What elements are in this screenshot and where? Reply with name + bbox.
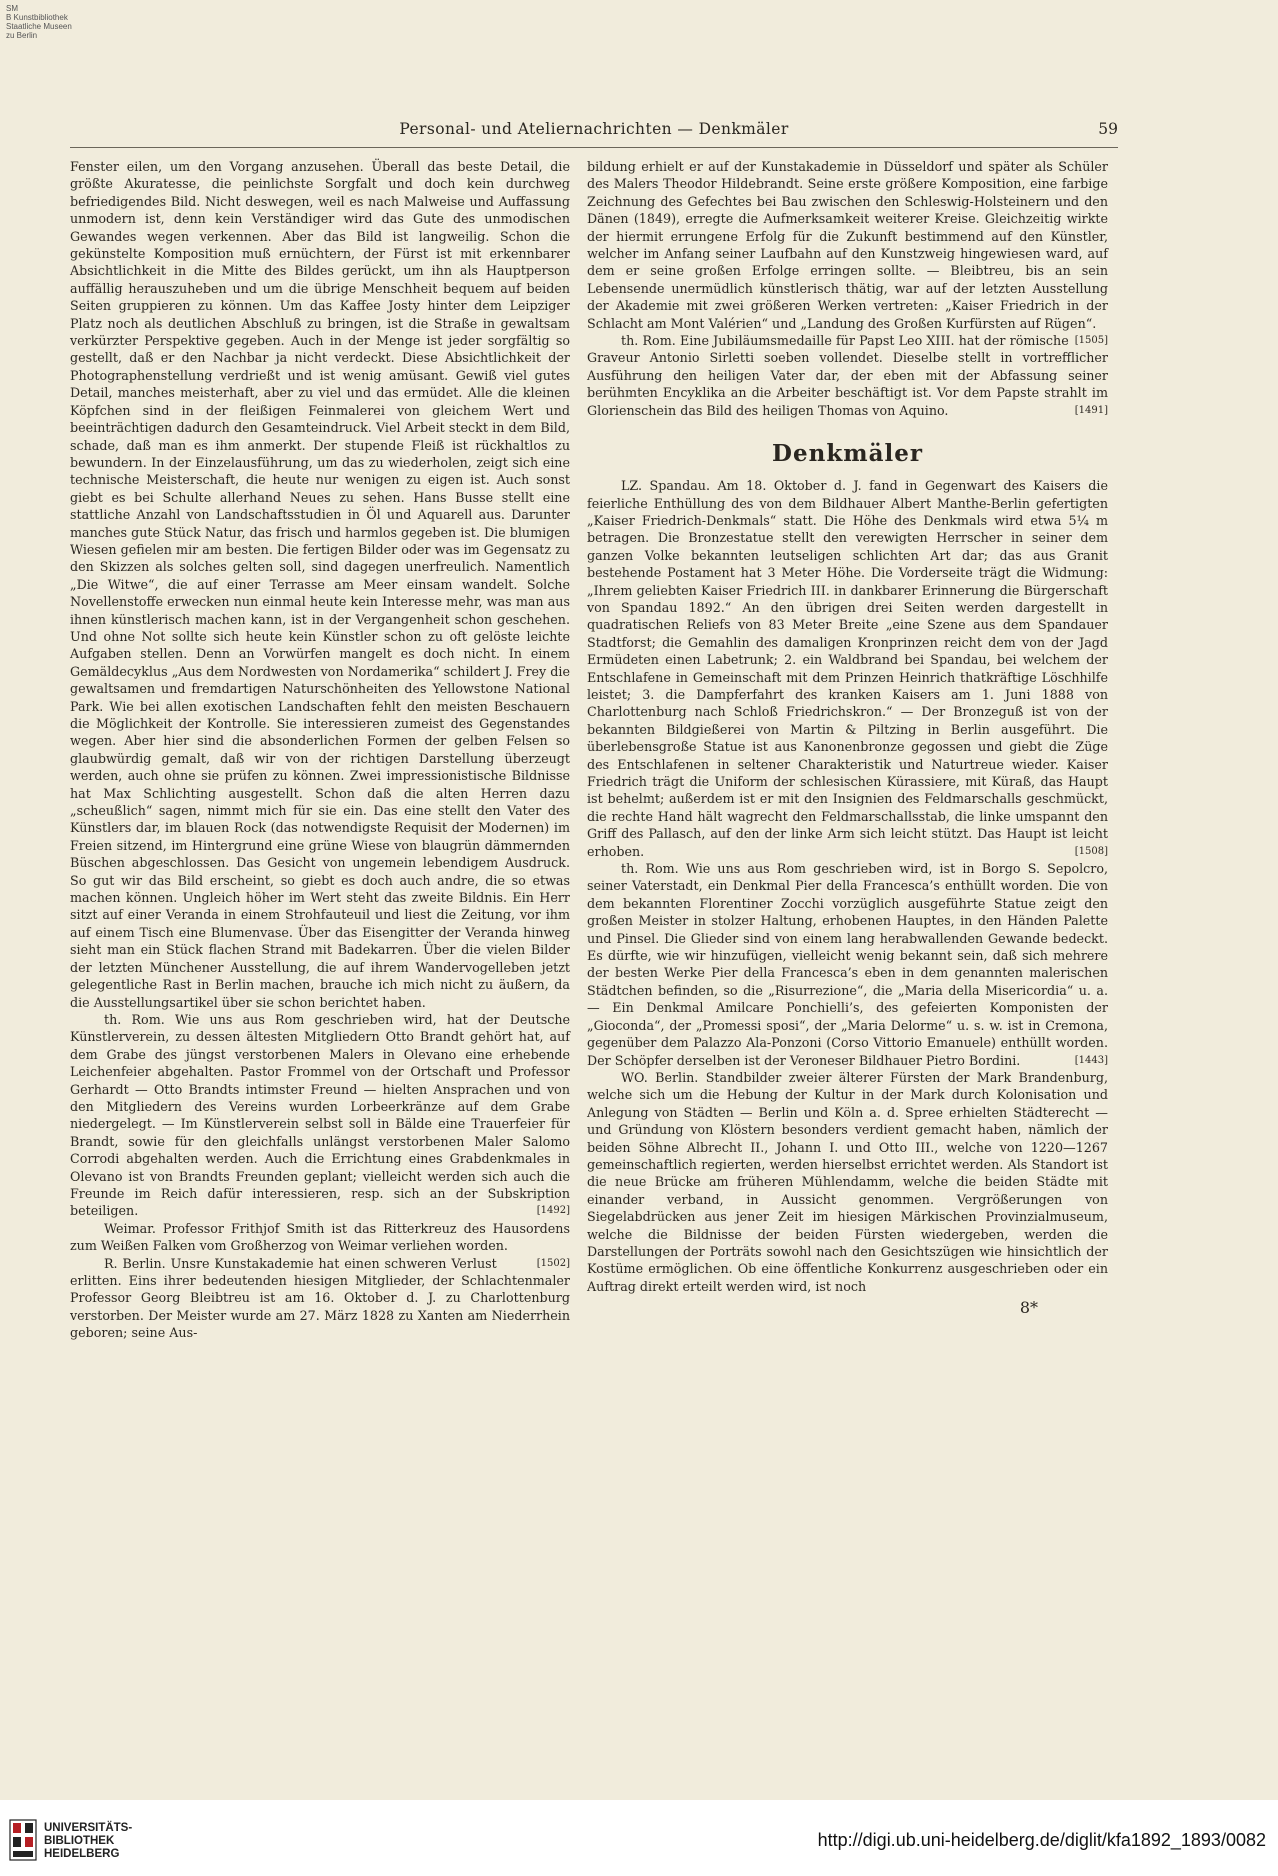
- right-paragraph-2: th. Rom. Eine Jubiläumsmedaille für Papst Leo XIII. hat der römische Graveur Antonio Sirletti soeben vollendet. Dieselbe stellt in vortrefflicher Ausführung den heiligen Vater dar, der eben mit der Abfassung seiner berühmten Encyklika an die Arbeiter beschäftigt ist. Vor dem Papste strahlt im Glorienschein das Bild des heiligen Thomas von Aquino. [1491]: [587, 333, 1108, 418]
- footer-bar: [0, 1800, 1278, 1876]
- reference-number: [1443]: [1074, 1054, 1108, 1066]
- right-paragraph-3: LZ. Spandau. Am 18. Oktober d. J. fand in Gegenwart des Kaisers die feierliche Enthüllung des von dem Bildhauer Albert Manthe-Berlin gefertigten „Kaiser Friedrich-Denkmals“ statt. Die Höhe des Denkmals wird etwa 5¼ m betragen. Die Bronzestatue stellt den verewigten Herrscher in seiner dem ganzen Volke bekannten leutseligen schlichten Art dar; das aus Granit bestehende Postament hat 3 Meter Höhe. Die Vorderseite trägt die Widmung: „Ihrem geliebten Kaiser Friedrich III. in dankbarer Erinnerung die Bürgerschaft von Spandau 1892.“ An den übrigen drei Seiten werden dargestellt in quadratischen Reliefs von 83 Meter Breite „eine Szene aus dem Spandauer Stadtforst; die Gemahlin des damaligen Kronprinzen reicht dem von der Jagd Ermüdeten einen Labetrunk; 2. ein Waldbrand bei Spandau, bei welchem der Entschlafene in Gemeinschaft mit dem Prinzen Heinrich thatkräftige Löschhilfe leistet; 3. die Dampferfahrt des kranken Kaisers am 1. Juni 1888 von Charlottenburg nach Schloß Friedrichskron.“ — Der Bronzeguß ist von der bekannten Bildgießerei von Martin & Piltzing in Berlin ausgeführt. Die überlebensgroße Statue ist aus Kanonenbronze gegossen und giebt die Züge des Entschlafenen in seltener Charakteristik und Naturtreue wieder. Kaiser Friedrich trägt die Uniform der schlesischen Kürassiere, mit Küraß, das Haupt ist behelmt; außerdem ist er mit den Insignien des Feldmarschalls geschmückt, die rechte Hand hält wagrecht den Feldmarschallsstab, die linke umspannt den Griff des Pallasch, auf den der linke Arm sich leicht stützt. Das Haupt ist leicht erhoben. [1508]: [587, 478, 1108, 859]
- right-column: [587, 158, 1108, 1317]
- reference-number: [1508]: [1074, 845, 1108, 857]
- left-paragraph-2: th. Rom. Wie uns aus Rom geschrieben wird, hat der Deutsche Künstlerverein, zu dessen ältesten Mitgliedern Otto Brandt gehört hat, auf dem Grabe des jüngst verstorbenen Malers in Olevano eine erhebende Leichenfeier abgehalten. Pastor Frommel von der Ortschaft und Professor Gerhardt — Otto Brandts intimster Freund — hielten Ansprachen und von den Mitgliedern des Vereins wurden Lorbeerkränze auf dem Grabe niedergelegt. — Im Künstlerverein selbst soll in Bälde eine Trauerfeier für Brandt, sowie für den gleichfalls unlängst verstorbenen Maler Salomo Corrodi abgehalten werden. Auch die Errichtung eines Grabdenkmales in Olevano ist von Brandts Freunden geplant; vielleicht werden sich auch die Freunde im Reich dafür interessieren, resp. sich an der Subskription beteiligen. [1492]: [70, 1011, 570, 1219]
- reference-number: [1502]: [536, 1257, 570, 1269]
- university-logo-icon: [8, 1818, 38, 1862]
- reference-number: [1491]: [1074, 404, 1108, 416]
- library-stamp: SM B Kunstbibliothek Staatliche Museen zu Berlin: [6, 4, 72, 40]
- signature-mark: 8*: [1019, 1298, 1038, 1318]
- right-paragraph-1: bildung erhielt er auf der Kunstakademie in Düsseldorf und später als Schüler des Malers Theodor Hildebrandt. Seine erste größere Komposition, eine farbige Zeichnung des Gefechtes bei Bau zwischen den Schleswig-Holsteinern und den Dänen (1849), erregte die Aufmerksamkeit weiterer Kreise. Gleichzeitig wirkte der hiermit errungene Erfolg für die Zukunft bestimmend auf den Künstler, welcher im Anfang seiner Laufbahn auf den Kunstzweig hingewiesen ward, auf dem er seine großen Erfolge erringen sollte. — Bleibtreu, bis an sein Lebensende unermüdlich künstlerisch thätig, war auf der letzten Ausstellung der Akademie mit zwei größeren Werken vertreten: „Kaiser Friedrich in der Schlacht am Mont Valérien“ und „Landung des Großen Kurfürsten auf Rügen“. [1505]: [587, 158, 1108, 332]
- reference-number: [1505]: [1074, 335, 1108, 347]
- right-paragraph-5: WO. Berlin. Standbilder zweier älterer Fürsten der Mark Brandenburg, welche sich um die Hebung der Kultur in der Mark durch Kolonisation und Anlegung von Städten — Berlin und Köln a. d. Spree erhielten Städterecht — und Gründung von Klöstern besonders verdient gemacht haben, nämlich der beiden Söhne Albrecht II., Johann I. und Otto III., welche von 1220—1267 gemeinschaftlich regierten, werden hierselbst errichtet werden. Als Standort ist die neue Brücke am früheren Mühlendamm, welche die beiden Städte mit einander verband, in Aussicht genommen. Vergrößerungen von Siegelabdrücken aus jener Zeit im hiesigen Märkischen Provinzialmuseum, welche die Bildnisse der beiden Fürsten wiedergeben, werden die Darstellungen der Porträts sowohl nach den Gesichtszügen wie hinsichtlich der Kostüme ermöglichen. Ob eine öffentliche Konkurrenz ausgeschrieben oder ein Auftrag direkt erteilt werden wird, ist noch: [587, 1069, 1108, 1294]
- left-paragraph-4: R. Berlin. Unsre Kunstakademie hat einen schweren Verlust erlitten. Eins ihrer bedeutenden hiesigen Mitglieder, der Schlachtenmaler Professor Georg Bleibtreu ist am 16. Oktober d. J. zu Charlottenburg verstorben. Der Meister wurde am 27. März 1828 zu Xanten am Niederrhein geboren; seine Aus-: [70, 1255, 570, 1341]
- left-paragraph-3: Weimar. Professor Frithjof Smith ist das Ritterkreuz des Hausordens zum Weißen Falken vom Großherzog von Weimar verliehen worden. [1502]: [70, 1220, 570, 1255]
- header-rule: [70, 147, 1118, 148]
- library-name: UNIVERSITÄTS- BIBLIOTHEK HEIDELBERG: [44, 1822, 133, 1860]
- reference-number: [1492]: [536, 1205, 570, 1217]
- section-heading-denkmaeler: Denkmäler: [772, 440, 923, 468]
- left-paragraph-1: Fenster eilen, um den Vorgang anzusehen. Überall das beste Detail, die größte Akuratesse, die peinlichste Sorgfalt und doch kein durchweg befriedigendes Bild. Nicht deswegen, weil es nach Malweise und Auffassung unmodern ist, denn kein Verständiger wird das Gute des unmodischen Gewandes wegen verkennen. Aber das Bild ist langweilig. Schon die gekünstelte Komposition muß ernüchtern, der Fürst ist mit erkennbarer Absichtlichkeit in die Mitte des Bildes gerückt, um ihn als Hauptperson auffällig herauszuheben und um die übrige Menschheit bequem auf beiden Seiten gruppieren zu können. Um das Kaffee Josty hinter dem Leipziger Platz noch als deutlichen Abschluß zu bringen, ist die Straße in gewaltsam verkürzter Perspektive gegeben. Auch in der Menge ist jeder sorgfältig so gestellt, daß er den Nachbar ja nicht verdeckt. Diese Absichtlichkeit der Photographenstellung verdrießt und ist wenig amüsant. Gewiß viel gutes Detail, manches meisterhaft, aber zu viel und das ermüdet. Alle die kleinen Köpfchen sind in der fleißigen Feinmalerei von gleichem Wert und beeinträchtigen dadurch den Gesamteindruck. Viel Arbeit steckt in dem Bild, schade, daß man es ihm anmerkt. Der stupende Fleiß ist rückhaltlos zu bewundern. In der Einzelausführung, um das zu wiederholen, zeigt sich eine technische Meisterschaft, die heute nur wenigen zu eigen ist. Auch sonst giebt es bei Schulte allerhand Neues zu sehen. Hans Busse stellt eine stattliche Anzahl von Landschaftsstudien in Öl und Aquarell aus. Darunter manches gute Stück Natur, das frisch und harmlos gegeben ist. Die blumigen Wiesen gefielen mir am besten. Die fertigen Bilder oder was im Gegensatz zu den Skizzen als solches gelten soll, sind dagegen unerfreulich. Namentlich „Die Witwe“, die auf einer Terrasse am Meer einsam wandelt. Solche Novellenstoffe erwecken nun einmal heute kein Interesse mehr, was man aus ihnen künstlerisch machen kann, ist in der Vergangenheit schon geschehen. Und ohne Not sollte sich heute kein Künstler schon zu oft gelöste leichte Aufgaben stellen. Denn an Vorwürfen mangelt es doch nicht. In einem Gemäldecyklus „Aus dem Nordwesten von Nordamerika“ schildert J. Frey die gewaltsamen und fremdartigen Naturschönheiten des Yellowstone National Park. Wie bei allen exotischen Landschaften fehlt den meisten Beschauern die Möglichkeit der Kontrolle. Sie interessieren zumeist des Gegenstandes wegen. Aber hier sind die absonderlichen Formen der gelben Felsen so glaubwürdig gemalt, daß wir von der richtigen Darstellung überzeugt werden, auch ohne sie prüfen zu können. Zwei impressionistische Bildnisse hat Max Schlichting ausgestellt. Schon daß die alten Herren dazu „scheußlich“ sagen, nimmt mich für sie ein. Das eine stellt den Vater des Künstlers dar, im blauen Rock (das notwendigste Requisit der Modernen) im Freien sitzend, im Hintergrund eine grüne Wiese von blaugrün dämmernden Büschen abgeschlossen. Das Gesicht von ungemein lebendigem Ausdruck. So gut wir das Bild erscheint, so giebt es doch auch andre, die so etwas machen können. Ungleich höher im Wert steht das zweite Bildnis. Ein Herr sitzt auf einer Veranda in einem Strohfauteuil und liest die Zeitung, vor ihm auf einem Tisch eine Blumenvase. Über das Eisengitter der Veranda hinweg sieht man ein Stück flachen Strand mit Badekarren. Über die vielen Bilder der letzten Münchener Ausstellung, die auf ihrem Wandervogelleben jetzt gelegentliche Rast in Berlin machen, brauche ich mich nicht zu äußern, da die Ausstellungsartikel über sie schon berichtet haben.: [70, 159, 570, 1010]
- running-head: [70, 120, 1118, 142]
- right-paragraph-4: th. Rom. Wie uns aus Rom geschrieben wird, ist in Borgo S. Sepolcro, seiner Vaterstadt, ein Denkmal Pier della Francesca’s enthüllt worden. Die von dem bekannten Florentiner Zocchi vorzüglich ausgeführte Statue zeigt den großen Meister in stolzer Haltung, erhobenen Hauptes, in den Händen Palette und Pinsel. Die Glieder sind von einem lang herabwallenden Gewande bedeckt. Es dürfte, wie wir hinzufügen, vielleicht wenig bekannt sein, daß sich mehrere der besten Werke Pier della Francesca’s eben in dem genannten malerischen Städtchen befinden, so die „Risurrezione“, die „Maria della Misericordia“ u. a. — Ein Denkmal Amilcare Ponchielli’s, des gefeierten Komponisten der „Gioconda“, der „Promessi sposi“, der „Maria Delorme“ u. s. w. ist in Cremona, gegenüber dem Palazzo Ala-Ponzoni (Corso Vittorio Emanuele) enthüllt worden. Der Schöpfer derselben ist der Veroneser Bildhauer Pietro Bordini. [1443]: [587, 861, 1108, 1068]
- page-title: Personal- und Ateliernachrichten — Denkmäler: [399, 120, 789, 138]
- source-url-link[interactable]: http://digi.ub.uni-heidelberg.de/diglit/kfa1892_1893/0082: [817, 1830, 1266, 1850]
- page-number: 59: [1098, 120, 1118, 138]
- left-column: [70, 158, 570, 1342]
